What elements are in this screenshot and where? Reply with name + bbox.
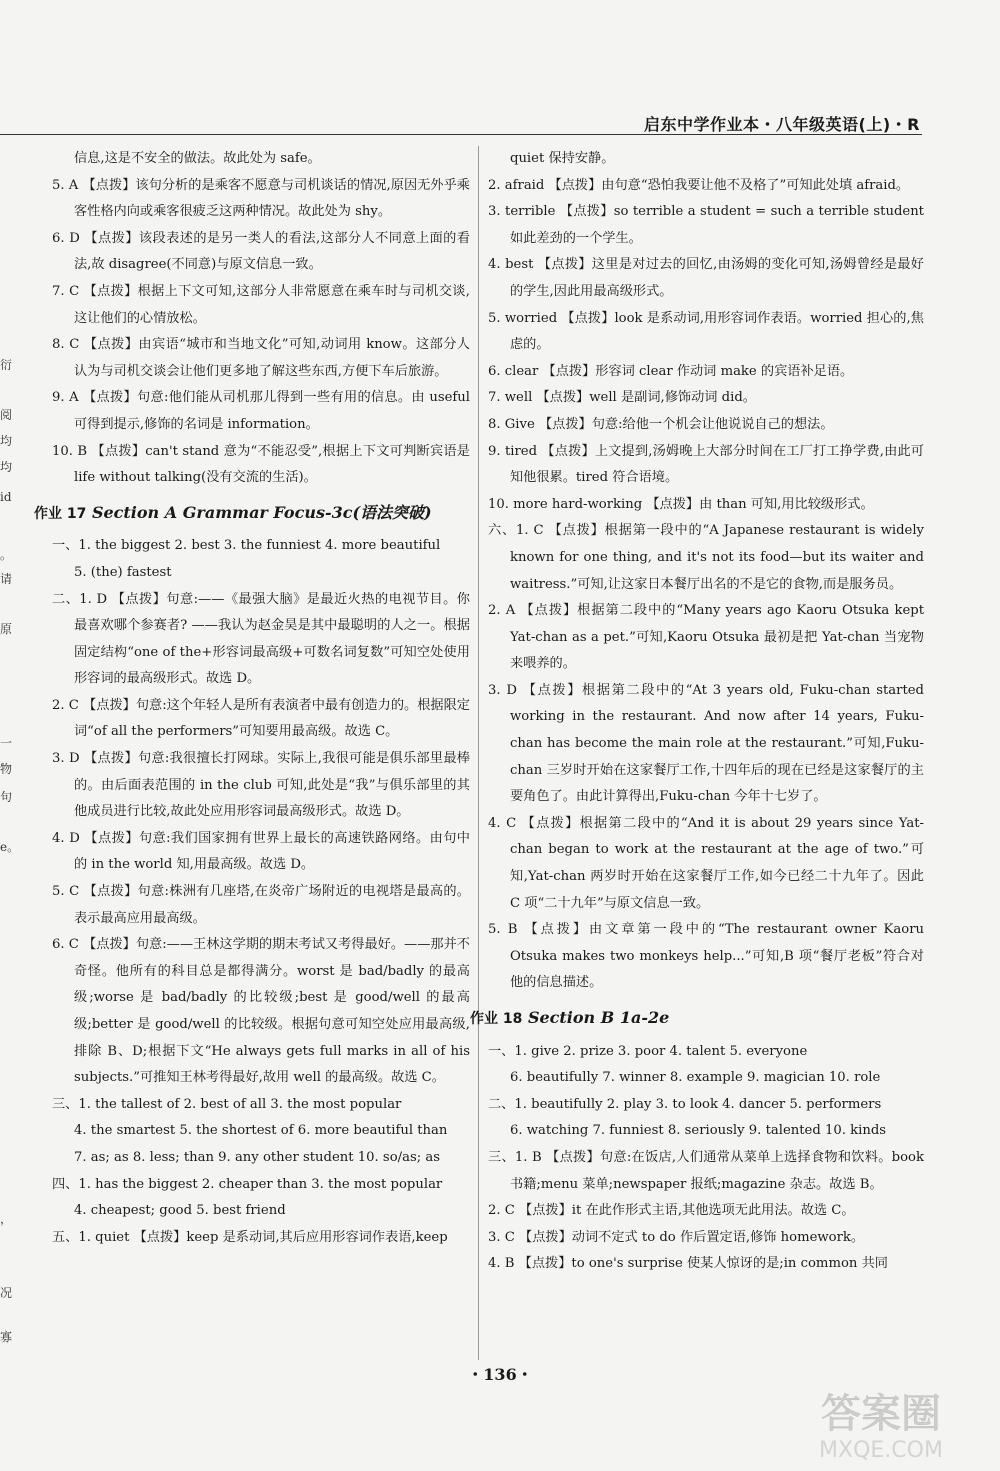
answer-entry: 2. C 【点拨】句意:这个年轻人是所有表演者中最有创造力的。根据限定词“of all the performers”可知要用最高级。故选 C。 — [52, 697, 470, 740]
answer-entry: 5. (the) fastest — [74, 564, 172, 580]
margin-fragment: 物 — [0, 762, 13, 776]
answer-entry: 6. watching 7. funniest 8. seriously 9. talented 10. kinds — [510, 1123, 887, 1139]
section-heading — [34, 500, 470, 528]
answer-entry: 3. C 【点拨】动词不定式 to do 作后置定语,修饰 homework。 — [488, 1229, 865, 1245]
answer-entry: 9. A 【点拨】句意:他们能从司机那儿得到一些有用的信息。由 useful 可得到提示,修饰的名词是 information。 — [52, 390, 470, 432]
left-column — [34, 146, 470, 1251]
margin-fragment: 衍 — [0, 358, 13, 372]
answer-entry: 10. B 【点拨】can't stand 意为“不能忍受”,根据上下文可判断宾语是 life without talking(没有交流的生活)。 — [52, 443, 470, 486]
answer-entry: 二、1. beautifully 2. play 3. to look 4. dancer 5. performers — [488, 1096, 882, 1112]
margin-fragment: 。 — [0, 548, 13, 562]
answer-entry: 三、1. B 【点拨】句意:在饭店,人们通常从菜单上选择食物和饮料。book 书籍;menu 菜单;newspaper 报纸;magazine 杂志。故选 B。 — [488, 1149, 924, 1192]
header-rule — [0, 134, 922, 135]
answer-entry: 一、1. the biggest 2. best 3. the funniest 4. more beautiful — [52, 538, 441, 554]
answer-entry: 9. tired 【点拨】上文提到,汤姆晚上大部分时间在工厂打工挣学费,由此可知他很累。tired 符合语境。 — [488, 443, 924, 486]
margin-fragment: 原 — [0, 622, 13, 636]
answer-entry: 四、1. has the biggest 2. cheaper than 3. the most popular — [52, 1176, 443, 1192]
answer-entry: 5. B 【点拨】由文章第一段中的“The restaurant owner Kaoru Otsuka makes two monkeys help...”可知,B 项“餐厅老板”符合对他的信息描述。 — [488, 922, 924, 991]
answer-entry: 4. B 【点拨】to one's surprise 使某人惊讶的是;in common 共同 — [488, 1256, 888, 1272]
section-heading — [470, 1005, 924, 1033]
answer-entry: 六、1. C 【点拨】根据第一段中的“A Japanese restaurant is widely known for one thing, and it's not its food—but its waiter and waitress.”可知,让这家日本餐厅出名的不是它的食物,而是服务员。 — [488, 523, 924, 592]
answer-entry: 2. afraid 【点拨】由句意“恐怕我要让他不及格了”可知此处填 afraid。 — [488, 177, 910, 193]
answer-entry: 4. C 【点拨】根据第二段中的“And it is about 29 years since Yat-chan began to work at the restaurant at the age of two.”可知,Yat-chan 两岁时开始在这家餐厅工作,如今已经二十九年了。因此 C 项“二十九年”与原文信息一致。 — [488, 815, 924, 911]
margin-fragment: 均 — [0, 434, 13, 448]
answer-entry: 5. A 【点拨】该句分析的是乘客不愿意与司机谈话的情况,原因无外乎乘客性格内向或乘客很疲乏这两种情况。故此处为 shy。 — [52, 177, 470, 220]
section-title-text: Section A Grammar Focus-3c(语法突破) — [91, 502, 432, 522]
answer-entry: 4. best 【点拨】这里是对过去的回忆,由汤姆的变化可知,汤姆曾经是最好的学生,因此用最高级形式。 — [488, 257, 924, 299]
answer-entry: 7. well 【点拨】well 是副词,修饰动词 did。 — [488, 390, 756, 406]
margin-fragment: 况 — [0, 1286, 13, 1300]
answer-entry: 五、1. quiet 【点拨】keep 是系动词,其后应用形容词作表语,keep — [52, 1229, 448, 1245]
margin-fragment: 寡 — [0, 1330, 13, 1344]
answer-entry: 8. Give 【点拨】句意:给他一个机会让他说说自己的想法。 — [488, 416, 834, 432]
answer-entry: 2. A 【点拨】根据第二段中的“Many years ago Kaoru Otsuka kept Yat-chan as a pet.”可知,Kaoru Otsuka 最初是把 Yat-chan 当宠物来喂养的。 — [488, 603, 924, 672]
margin-fragment: 一 — [0, 736, 13, 750]
page-header-title: 启东中学作业本・八年级英语(上)・R — [644, 115, 920, 134]
answer-entry: 6. clear 【点拨】形容词 clear 作动词 make 的宾语补足语。 — [488, 363, 854, 379]
answer-entry: 4. cheapest; good 5. best friend — [74, 1203, 286, 1219]
margin-fragment: e。 — [0, 840, 20, 854]
margin-fragment: ， — [0, 1212, 13, 1226]
answer-entry: 一、1. give 2. prize 3. poor 4. talent 5. everyone — [488, 1043, 808, 1059]
answer-entry: 三、1. the tallest of 2. best of all 3. the most popular — [52, 1096, 402, 1112]
answer-entry: 6. beautifully 7. winner 8. example 9. magician 10. role — [510, 1070, 881, 1086]
answer-entry: 7. as; as 8. less; than 9. any other student 10. so/as; as — [74, 1149, 440, 1165]
answer-entry: 6. C 【点拨】句意:——王林这学期的期末考试又考得最好。——那并不奇怪。他所有的科目总是都得满分。worst 是 bad/badly 的最高级;worse 是 bad/badly 的比较级;best 是 good/well 的最高级;better 是 good/well 的比较级。根据句意可知空处应用最高级,排除 B、D;根据下文“He always gets full marks in all of his subjects.”可推知王林考得最好,故用 well 的最高级。故选 C。 — [52, 937, 470, 1086]
answer-entry: 5. C 【点拨】句意:株洲有几座塔,在炎帝广场附近的电视塔是最高的。表示最高应用最高级。 — [52, 884, 470, 926]
answer-entry: 5. worried 【点拨】look 是系动词,用形容词作表语。worried 担心的,焦虑的。 — [488, 310, 924, 353]
section-number: 作业 18 — [470, 1011, 523, 1027]
answer-entry: quiet 保持安静。 — [510, 151, 615, 166]
column-divider — [478, 146, 479, 1360]
left-margin-bleed-text — [0, 300, 20, 1400]
margin-fragment: 均 — [0, 460, 13, 474]
section-number: 作业 17 — [34, 505, 87, 522]
answer-entry: 二、1. D 【点拨】句意:——《最强大脑》是最近火热的电视节目。你最喜欢哪个参赛者? ——我认为赵金昊是其中最聪明的人之一。根据固定结构“one of the+形容词最高级+可数名词复数”可知空处使用形容词的最高级形式。故选 D。 — [52, 591, 470, 687]
margin-fragment: id — [0, 490, 12, 504]
answer-entry: 信息,这是不安全的做法。故此处为 safe。 — [74, 151, 321, 166]
answer-entry: 6. D 【点拨】该段表述的是另一类人的看法,这部分人不同意上面的看法,故 disagree(不同意)与原文信息一致。 — [52, 230, 470, 273]
answer-entry: 10. more hard-working 【点拨】由 than 可知,用比较级形式。 — [488, 496, 874, 512]
right-column — [470, 146, 924, 1278]
page-number: ・136・ — [467, 1365, 533, 1384]
answer-entry: 3. D 【点拨】根据第二段中的“At 3 years old, Fuku-chan started working in the restaurant. And now after 14 years, Fuku-chan has become the main role at the restaurant.”可知,Fuku-chan 三岁时开始在这家餐厅工作,十四年后的现在已经是这家餐厅的主要角色了。由此计算得出,Fuku-chan 今年十七岁了。 — [488, 682, 924, 805]
margin-fragment: 请 — [0, 572, 13, 586]
answer-entry: 4. the smartest 5. the shortest of 6. more beautiful than — [74, 1123, 448, 1139]
watermark-logo — [806, 1375, 956, 1465]
watermark-sub: MXQE.COM — [819, 1438, 943, 1463]
answer-entry: 4. D 【点拨】句意:我们国家拥有世界上最长的高速铁路网络。由句中的 in the world 知,用最高级。故选 D。 — [52, 830, 470, 873]
section-title-text: Section B 1a-2e — [527, 1008, 670, 1027]
answer-entry: 3. D 【点拨】句意:我很擅长打网球。实际上,我很可能是俱乐部里最棒的。由后面表范围的 in the club 可知,此处是“我”与俱乐部里的其他成员进行比较,故此处应用形容词最高级形式。故选 D。 — [52, 751, 470, 820]
answer-entry: 7. C 【点拨】根据上下文可知,这部分人非常愿意在乘车时与司机交谈,这让他们的心情放松。 — [52, 283, 470, 326]
answer-entry: 2. C 【点拨】it 在此作形式主语,其他选项无此用法。故选 C。 — [488, 1203, 855, 1219]
answer-entry: 8. C 【点拨】由宾语“城市和当地文化”可知,动词用 know。这部分人认为与司机交谈会让他们更多地了解这些东西,方便下车后旅游。 — [52, 337, 470, 379]
answer-entry: 3. terrible 【点拨】so terrible a student = such a terrible student 如此差劲的一个学生。 — [488, 204, 924, 246]
margin-fragment: 句 — [0, 790, 13, 804]
margin-fragment: 阅 — [0, 408, 13, 422]
watermark-title: 答案圈 — [821, 1391, 941, 1437]
